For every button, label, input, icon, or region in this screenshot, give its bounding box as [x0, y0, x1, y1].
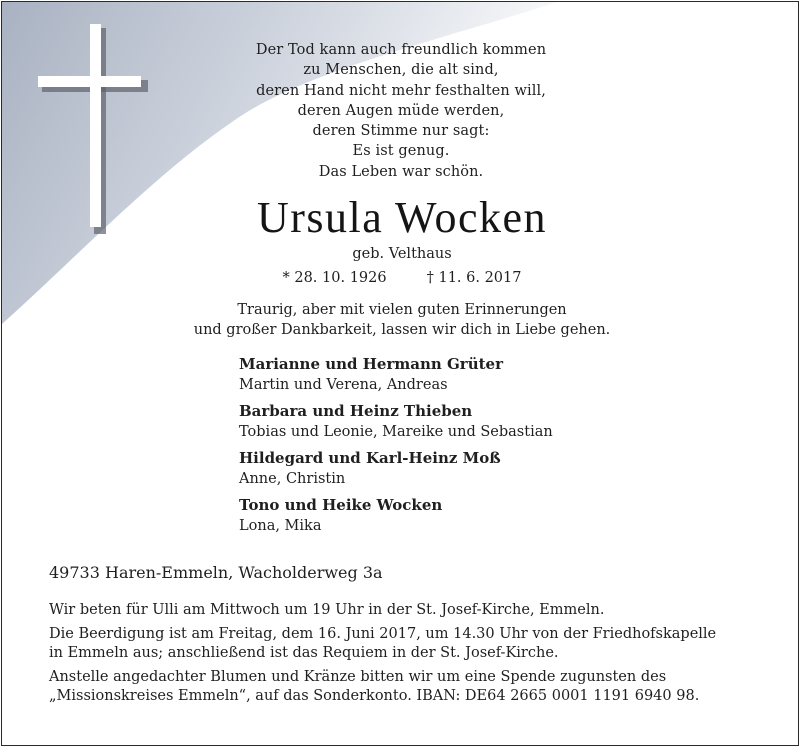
mourners-list [239, 354, 659, 542]
poem-line: deren Augen müde werden, [297, 102, 505, 119]
grief-statement [152, 300, 652, 340]
family-name: Tono und Heike Wocken [239, 496, 443, 514]
poem-line: deren Hand nicht mehr festhalten will, [256, 82, 546, 99]
memorial-poem [216, 40, 586, 182]
family-members: Martin und Verena, Andreas [239, 377, 448, 393]
family-members: Lona, Mika [239, 518, 322, 534]
donation-line: Anstelle angedachter Blumen und Kränze bitten wir um eine Spende zugunsten des [49, 669, 667, 685]
grief-line: Traurig, aber mit vielen guten Erinnerungen [237, 302, 567, 318]
donation-line: „Missionskreises Emmeln“, auf das Sonderkonto. IBAN: DE64 2665 0001 1191 6940 98. [49, 688, 700, 704]
grief-line: und großer Dankbarkeit, lassen wir dich in Liebe gehen. [193, 322, 611, 338]
family-entry [239, 401, 659, 442]
deceased-name: Ursula Wocken [256, 193, 548, 242]
funeral-notice [49, 625, 752, 663]
poem-line: Es ist genug. [352, 143, 450, 160]
mourners-address: 49733 Haren-Emmeln, Wacholderweg 3a [49, 563, 383, 582]
poem-line: Der Tod kann auch freundlich kommen [255, 42, 547, 58]
funeral-line: Die Beerdigung ist am Freitag, dem 16. Juni 2017, um 14.30 Uhr von der Friedhofskapelle [49, 626, 717, 642]
poem-line: zu Menschen, die alt sind, [303, 62, 499, 79]
family-entry [239, 354, 659, 395]
family-members: Tobias und Leonie, Mareike und Sebastian [239, 424, 553, 440]
family-name: Hildegard und Karl-Heinz Moß [239, 449, 501, 467]
life-dates [252, 268, 552, 288]
family-entry [239, 495, 659, 536]
family-name: Barbara und Heinz Thieben [239, 402, 473, 420]
family-name: Marianne und Hermann Grüter [239, 355, 503, 373]
family-entry [239, 448, 659, 489]
birth-date: * 28. 10. 1926 [282, 270, 387, 286]
prayer-notice: Wir beten für Ulli am Mittwoch um 19 Uhr in der St. Josef-Kirche, Emmeln. [49, 602, 605, 618]
death-date: † 11. 6. 2017 [426, 270, 522, 286]
poem-line: deren Stimme nur sagt: [312, 123, 490, 140]
maiden-name: geb. Velthaus [352, 246, 452, 262]
donation-notice [49, 668, 752, 706]
cross-icon [38, 24, 148, 234]
family-members: Anne, Christin [239, 471, 346, 487]
obituary-card [1, 1, 799, 746]
service-notices [49, 601, 752, 711]
funeral-line: in Emmeln aus; anschließend ist das Requiem in der St. Josef-Kirche. [49, 645, 559, 661]
poem-line: Das Leben war schön. [318, 163, 484, 180]
